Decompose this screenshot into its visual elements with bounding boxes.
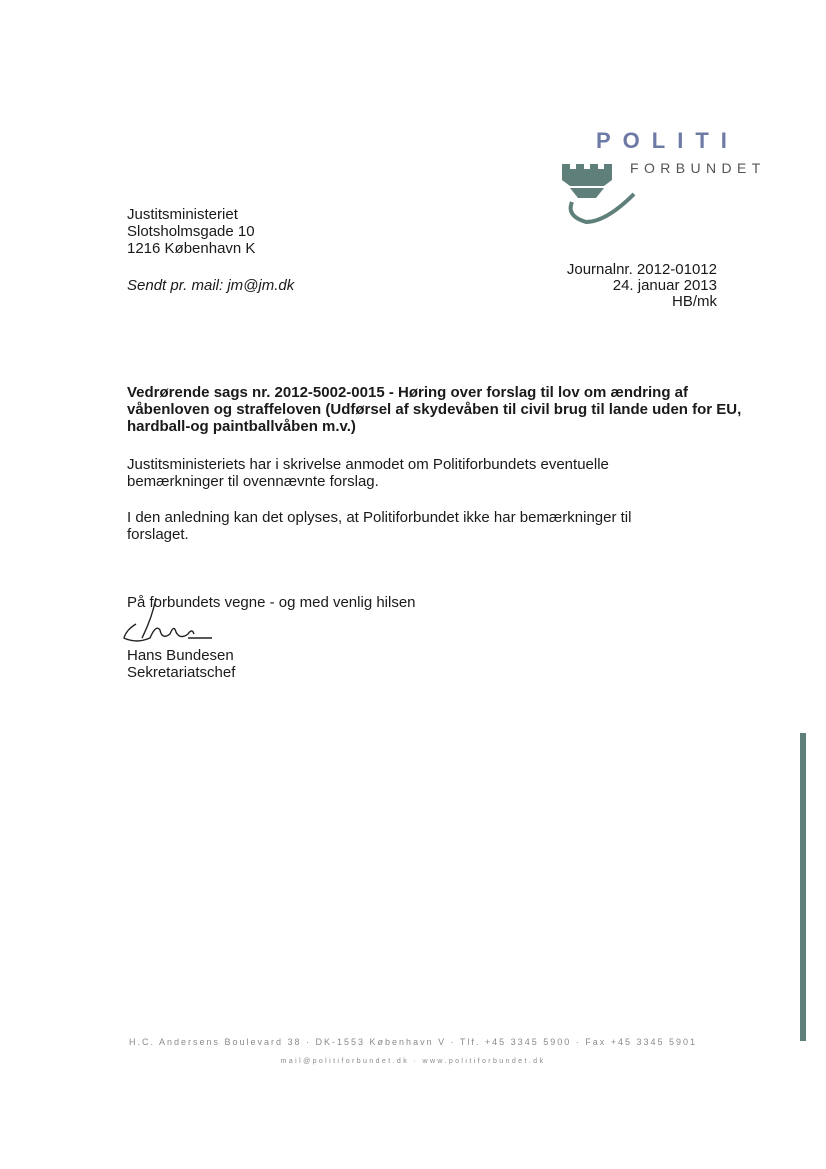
letter-date: 24. januar 2013 bbox=[612, 277, 717, 294]
signatory-name: Hans Bundesen bbox=[127, 647, 234, 664]
signatory-title: Sekretariatschef bbox=[127, 664, 236, 681]
signatory bbox=[127, 647, 235, 681]
initials: HB/mk bbox=[672, 293, 717, 310]
recipient-line-1: Justitsministeriet bbox=[127, 206, 238, 223]
footer-address: H.C. Andersens Boulevard 38 · DK-1553 København V · Tlf. +45 3345 5900 · Fax +45 3345 5901 bbox=[128, 1037, 698, 1047]
closing-line: På forbundets vegne - og med venlig hilsen bbox=[127, 594, 416, 611]
sent-by-mail: Sendt pr. mail: jm@jm.dk bbox=[127, 277, 295, 294]
recipient-address bbox=[127, 206, 255, 257]
body-paragraph-1: Justitsministeriets har i skrivelse anmodet om Politiforbundets eventuelle bemærkninger til ovennævnte forslag. bbox=[127, 456, 609, 490]
subject-heading: Vedrørende sags nr. 2012-5002-0015 - Høring over forslag til lov om ændring af våbenloven og straffeloven (Udførsel af skydevåben til civil brug til lande uden for EU, hardball-og paintballvåben m.v.) bbox=[127, 384, 742, 435]
footer-contact: mail@politiforbundet.dk · www.politiforbundet.dk bbox=[280, 1058, 546, 1065]
body-paragraph-2: I den anledning kan det oplyses, at Politiforbundet ikke har bemærkninger til forslaget. bbox=[127, 509, 632, 543]
logo-forbundet-text: FORBUNDET bbox=[630, 160, 766, 176]
recipient-line-2: Slotsholmsgade 10 bbox=[127, 223, 255, 240]
reference-block bbox=[567, 262, 717, 310]
journal-number: Journalnr. 2012-01012 bbox=[566, 261, 717, 278]
side-bar-decoration bbox=[800, 733, 806, 1041]
crown-logo-icon bbox=[556, 158, 636, 233]
logo-politi-text: POLITI bbox=[596, 128, 739, 153]
recipient-line-3: 1216 København K bbox=[127, 240, 256, 257]
